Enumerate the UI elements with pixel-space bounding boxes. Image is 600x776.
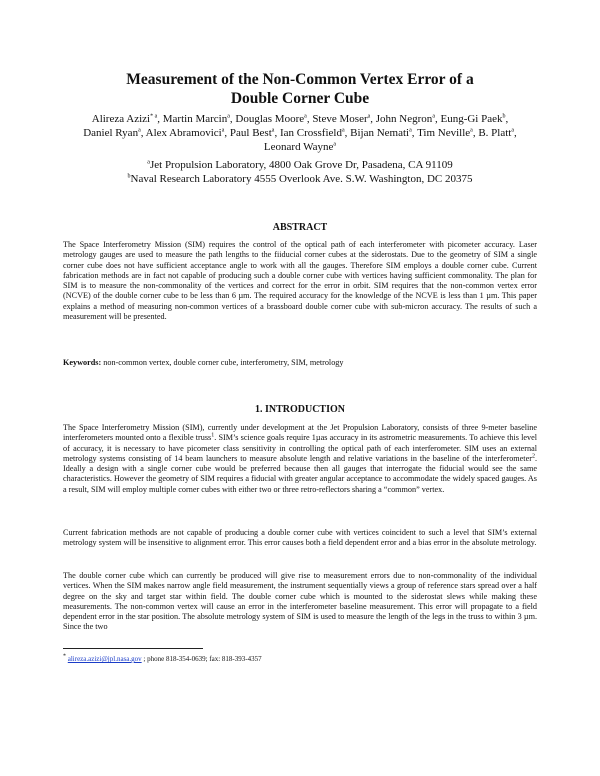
keywords	[63, 358, 537, 368]
author-list	[50, 112, 550, 154]
abstract-heading: ABSTRACT	[272, 222, 328, 233]
reference-2: 2	[531, 453, 535, 460]
keywords-list: non-common vertex, double corner cube, interferometry, SIM, metrology	[101, 358, 344, 367]
footnote	[63, 655, 262, 664]
author-line-2: Daniel Ryan$^a$, Alex Abramovici$^a$, Paul Best$^a$, Ian Crossfield$^a$, Bijan Nemati$^a$, Tim Neville$^a$, B. Platt$^a$,	[83, 127, 517, 139]
author-email-link[interactable]: alireza.azizi@jpl.nasa.gov	[67, 655, 142, 663]
footnote-contact: ; phone 818-354-0639; fax: 818-393-4357	[141, 655, 262, 663]
affiliation-jpl: $^a$Jet Propulsion Laboratory, 4800 Oak Grove Dr, Pasadena, CA 91109	[147, 159, 453, 171]
reference-1: 1	[211, 432, 215, 439]
footnote-rule	[63, 648, 203, 649]
title-line-2: Double Corner Cube	[230, 90, 370, 107]
intro-paragraph-3: The double corner cube which can currently be produced will give rise to measurement errors due to non-commonality of the individual vertices. When the SIM makes narrow angle field measurement, the instrument sequentially views a group of reference stars spread over a half degree on the sky and target star within field. The double corner cube which is mounted to the siderostat slews while making these measurements. The non-common vertex will cause an error in the interferometer baseline measurement. This error will propagate to a field dependent error in the star position. The absolute metrology system of SIM is used to measure the length of the legs in the truss to within 3 µm. Since the two	[63, 571, 537, 632]
intro-paragraph-1: The Space Interferometry Mission (SIM), currently under development at the Jet Propulsion Laboratory, consists of three 9-meter baseline interferometers mounted onto a flexible truss$^1$. SIM’s science goals require 1µas accuracy in its astrometric measurements. To achieve this level of accuracy, it is necessary to have picometer class sensitivity in controlling the optical path of each interferometer. SIM uses an external metrology systems consisting of 14 beam launchers to measure absolute length and relative variations in the baseline of the interferometer$^2$. Ideally a design with a single corner cube would be preferred because then all gauges that interrogate the fiducial would see the same characteristics. However the geometry of SIM requires a fiducial with greater angular acceptance to accommodate the widely spaced gauges. As a result, SIM will employ multiple corner cubes with either two or three retro-reflectors sharing a “common” vertex.	[63, 423, 538, 494]
title-line-1: Measurement of the Non-Common Vertex Error of a	[126, 71, 474, 88]
affiliations	[50, 158, 550, 186]
author-line-1: Alireza Azizi$^{* a}$, Martin Marcin$^a$, Douglas Moore$^a$, Steve Moser$^a$, John Negron$^a$, Eung-Gi Paek$^b$,	[91, 113, 509, 125]
intro-paragraph-2: Current fabrication methods are not capable of producing a double corner cube with vertices coincident to such a level that SIM’s external metrology system will be insensitive to alignment error. This error causes both a field dependent error and a bias error in the absolute metrology.	[63, 528, 537, 548]
author-line-3: Leonard Wayne$^a$	[263, 141, 337, 153]
footnote-marker: *	[63, 653, 66, 660]
paper-title	[60, 70, 540, 108]
abstract-text: The Space Interferometry Mission (SIM) requires the control of the optical path of each interferometer with picometer accuracy. Laser metrology gauges are used to measure the path lengths to the fiiducial corner cubes at the siderostats. Due to the geometry of SIM a single corner cube does not have sufficient acceptance angle to work with all the gauges. Therefore SIM employs a double corner cube. Current fabrication methods are in fact not capable of producing such a double corner cube with vertices having sufficient commonality. The plan for SIM is to measure the non-commonality of the vertices and correct for the error in orbit. SIM requires that the non-common vertex error (NCVE) of the double corner cube to be less than 6 µm. The required accuracy for the knowledge of the NCVE is less than 1 µm. This paper explains a method of measuring non-common vertices of a brassboard double corner cube with sub-micron accuracy. The results of such a measurement will be presented.	[63, 240, 537, 322]
introduction-heading: 1. INTRODUCTION	[254, 404, 345, 415]
keywords-label: Keywords:	[63, 358, 102, 367]
affiliation-nrl: $^b$Naval Research Laboratory 4555 Overlook Ave. S.W. Washington, DC 20375	[127, 173, 473, 185]
